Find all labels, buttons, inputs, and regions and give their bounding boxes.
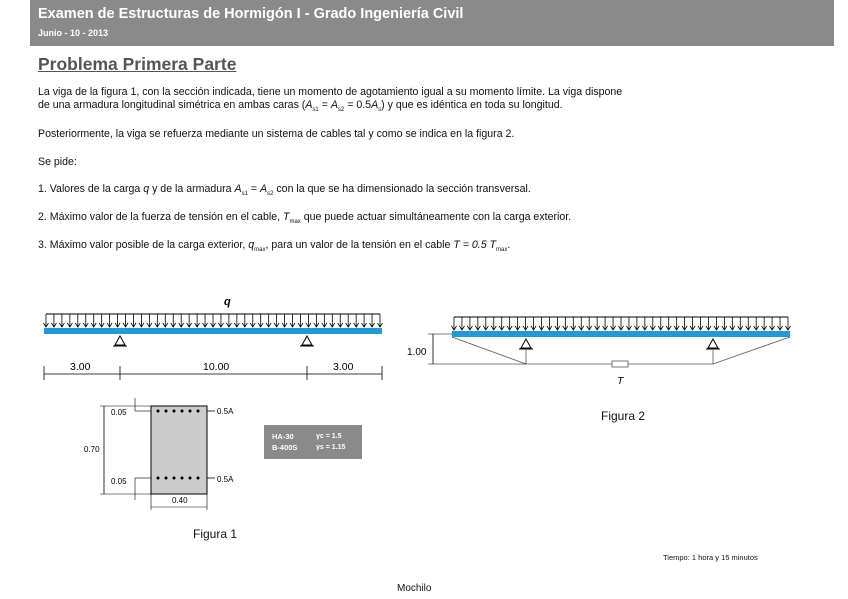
section-title: Problema Primera Parte (38, 54, 237, 74)
cable-left (452, 337, 612, 364)
cross-section (151, 406, 207, 494)
distributed-load-arrows-fig2 (452, 317, 791, 330)
support-left-icon (113, 336, 127, 346)
dim-section-height: 0.70 (84, 445, 100, 454)
support-right-icon (300, 336, 314, 346)
dim-section-width: 0.40 (172, 496, 188, 505)
exam-title: Examen de Estructuras de Hormigón I - Grado Ingeniería Civil (38, 6, 464, 22)
beam-figure-1 (44, 328, 382, 334)
material-box (264, 425, 362, 459)
support-fig2-left-icon (519, 339, 533, 349)
intro-line-2: de una armadura longitudinal simétrica en ambas caras $(A_{s1} = A_{s2} = 0.5A_s)$ y que es idéntica en toda su longitud. (38, 99, 563, 114)
exam-time: Tiempo: 1 hora y 15 minutos (663, 553, 758, 562)
dim-right: 3.00 (333, 361, 354, 373)
cable-right (628, 337, 790, 364)
material-concrete: HA-30 (272, 432, 294, 441)
question-3: 3. Máximo valor posible de la carga exterior, $q_{max}$, para un valor de la tensión en el cable T = 0.5 $T_{max}$. (38, 239, 511, 254)
distributed-load-arrows (44, 314, 383, 327)
depth-dimension: 1.00 (407, 347, 427, 358)
dim-top-cover: 0.05 (111, 408, 127, 417)
bottom-steel-label: 0.5A (217, 475, 234, 484)
load-label: q (224, 296, 231, 308)
top-steel-label: 0.5A (217, 407, 234, 416)
reinforcement-text: Posteriormente, la viga se refuerza mediante un sistema de cables tal y como se indica en la figura 2. (38, 128, 515, 140)
gamma-s: γs = 1.15 (316, 444, 346, 451)
support-fig2-right-icon (706, 339, 720, 349)
dim-bottom-cover: 0.05 (111, 477, 127, 486)
intro-line-1: La viga de la figura 1, con la sección indicada, tiene un momento de agotamiento igual a su momento límite. La viga dispone (38, 86, 623, 98)
footer-center-text: Mochilo (397, 583, 432, 594)
exam-date: Junio - 10 - 2013 (38, 28, 109, 38)
material-steel: B-400S (272, 443, 298, 452)
cable-tensioner-icon (612, 361, 628, 367)
dim-left: 3.00 (70, 361, 91, 373)
beam-figure-2 (452, 331, 790, 337)
gamma-c: γc = 1.5 (316, 433, 342, 440)
dim-mid: 10.00 (203, 361, 230, 373)
cable-tension-label: T (617, 375, 624, 387)
figure-2-caption: Figura 2 (601, 409, 646, 423)
figure-1-caption: Figura 1 (193, 527, 238, 541)
question-1: 1. Valores de la carga q y de la armadura $A_{s1} = A_{s2}$ con la que se ha dimensionado la sección transversal. (38, 183, 531, 198)
se-pide-text: Se pide: (38, 156, 77, 168)
question-2: 2. Máximo valor de la fuerza de tensión en el cable, $T_{max}$ que puede actuar simultáneamente con la carga exterior. (38, 211, 572, 226)
